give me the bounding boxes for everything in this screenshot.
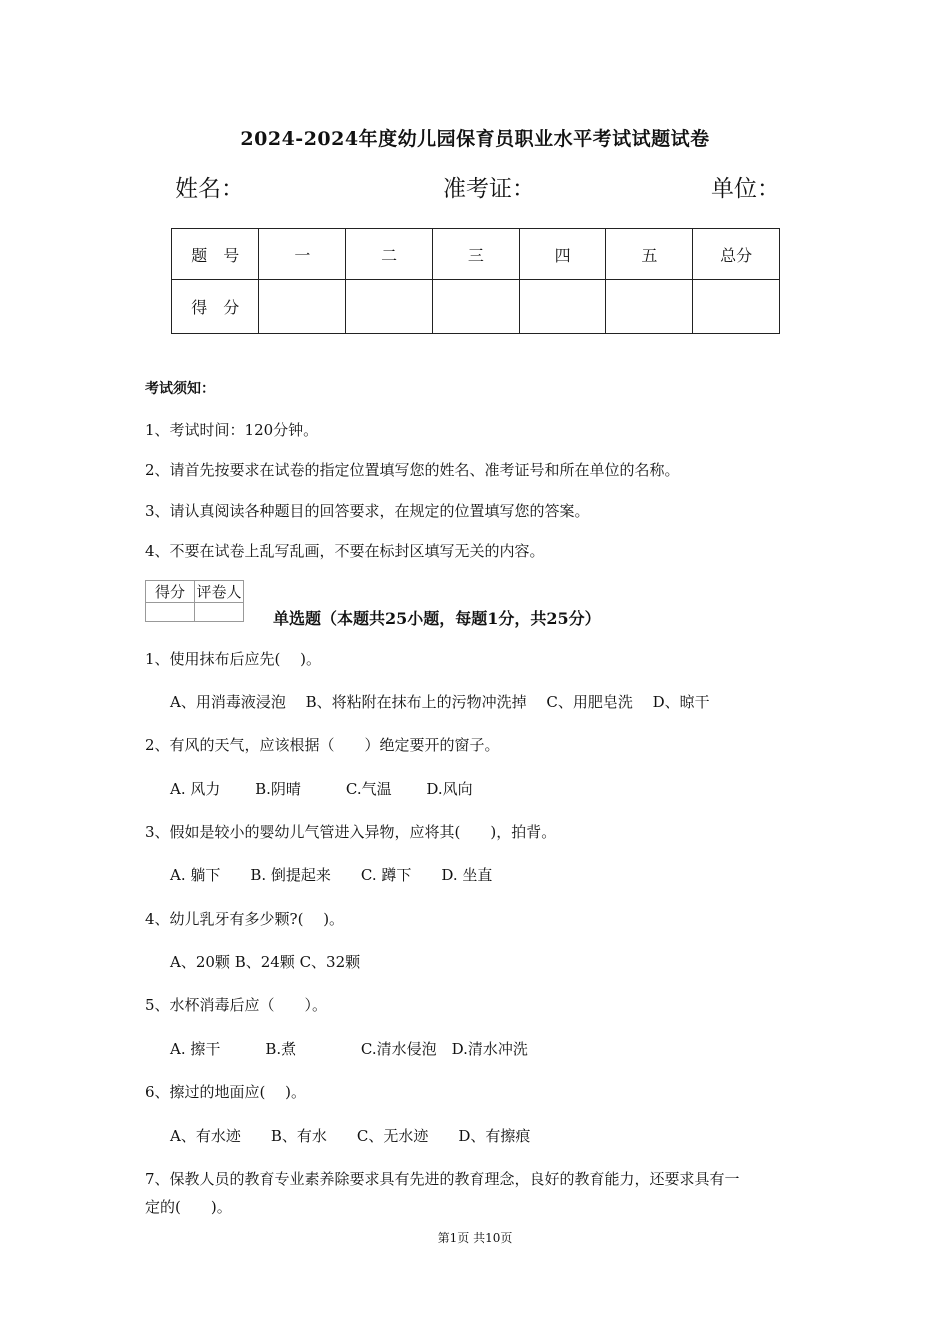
score-table xyxy=(171,228,780,334)
page-footer: 第1页 共10页 xyxy=(437,1231,513,1245)
question-2-options: A. 风力 B.阴晴 C.气温 D.风向 xyxy=(170,780,473,798)
question-3-options: A. 躺下 B. 倒提起来 C. 蹲下 D. 坐直 xyxy=(170,866,493,884)
score-table-cell: 一 xyxy=(259,229,346,280)
notice-item: 2、请首先按要求在试卷的指定位置填写您的姓名、准考证号和所在单位的名称。 xyxy=(145,461,680,479)
unit-label: 单位： xyxy=(711,176,780,202)
score-entry-cell[interactable] xyxy=(693,280,780,334)
score-table-cell: 二 xyxy=(346,229,433,280)
score-table-cell: 四 xyxy=(519,229,606,280)
question-1: 1、使用抹布后应先( )。 xyxy=(145,650,322,668)
exam-title: 2024-2024年度幼儿园保育员职业水平考试试题试卷 xyxy=(240,128,710,150)
score-entry-cell[interactable] xyxy=(432,280,519,334)
question-4-options: A、20颗 B、24颗 C、32颗 xyxy=(170,953,361,971)
score-table-cell: 五 xyxy=(606,229,693,280)
question-6-options: A、有水迹 B、有水 C、无水迹 D、有擦痕 xyxy=(170,1127,531,1145)
question-1-options: A、用消毒液浸泡 B、将粘附在抹布上的污物冲洗掉 C、用肥皂洗 D、晾干 xyxy=(170,693,710,711)
question-7-continued: 定的( )。 xyxy=(145,1198,232,1216)
grader-box xyxy=(145,580,244,622)
grader-reviewer-label: 评卷人 xyxy=(195,581,244,603)
exam-number-label: 准考证： xyxy=(443,176,535,202)
grader-score-entry[interactable] xyxy=(146,603,195,622)
notice-item: 4、不要在试卷上乱写乱画，不要在标封区填写无关的内容。 xyxy=(145,542,545,560)
score-table-cell: 得 分 xyxy=(172,280,259,334)
question-2: 2、有风的天气，应该根据（ ）绝定要开的窗子。 xyxy=(145,736,500,754)
question-4: 4、幼儿乳牙有多少颗?( )。 xyxy=(145,910,345,928)
notice-item: 3、请认真阅读各种题目的回答要求，在规定的位置填写您的答案。 xyxy=(145,502,590,520)
question-6: 6、擦过的地面应( )。 xyxy=(145,1083,307,1101)
section-title: 单选题（本题共25小题，每题1分，共25分） xyxy=(273,609,601,628)
name-label: 姓名： xyxy=(175,176,244,202)
score-table-header-row xyxy=(172,229,780,280)
notice-item: 1、考试时间：120分钟。 xyxy=(145,421,319,439)
score-table-cell: 总分 xyxy=(693,229,780,280)
grader-reviewer-entry[interactable] xyxy=(195,603,244,622)
score-table-cell: 三 xyxy=(432,229,519,280)
question-5: 5、水杯消毒后应（ ）。 xyxy=(145,996,328,1014)
score-table-score-row xyxy=(172,280,780,334)
score-entry-cell[interactable] xyxy=(606,280,693,334)
question-7: 7、保教人员的教育专业素养除要求具有先进的教育理念，良好的教育能力，还要求具有一 xyxy=(145,1170,740,1188)
question-3: 3、假如是较小的婴幼儿气管进入异物，应将其( )，拍背。 xyxy=(145,823,557,841)
score-entry-cell[interactable] xyxy=(346,280,433,334)
score-entry-cell[interactable] xyxy=(259,280,346,334)
score-entry-cell[interactable] xyxy=(519,280,606,334)
grader-score-label: 得分 xyxy=(146,581,195,603)
notice-heading: 考试须知： xyxy=(145,381,215,397)
question-5-options: A. 擦干 B.煮 C.清水侵泡 D.清水冲洗 xyxy=(170,1040,528,1058)
score-table-cell: 题 号 xyxy=(172,229,259,280)
